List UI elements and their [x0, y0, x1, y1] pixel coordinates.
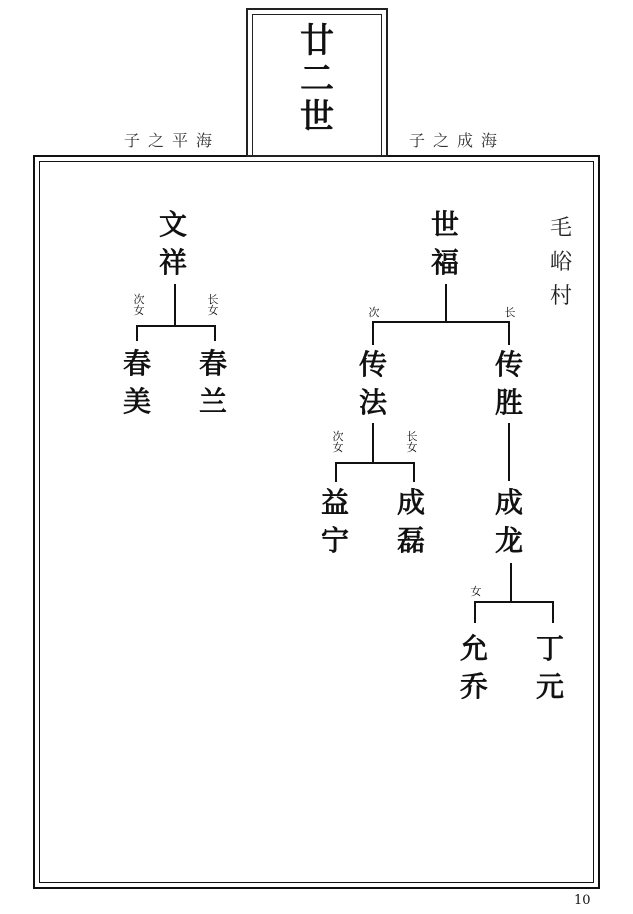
left-caption: 子之平海 [124, 131, 221, 150]
person-chunmei [115, 345, 159, 421]
place-label-char-3: 村 [549, 284, 572, 309]
relation-chunlan-char-1: 长 [207, 293, 219, 306]
person-chuanfa-char-1: 传 [358, 348, 387, 381]
person-chunmei-char-1: 春 [122, 347, 151, 380]
page-number: 10 [574, 893, 591, 908]
person-yunqiao-char-2: 乔 [459, 670, 488, 703]
relation-chunmei-char-2: 女 [133, 304, 145, 317]
relation-yining-char-2: 女 [332, 441, 344, 454]
generation-title [248, 22, 386, 136]
generation-title-char-1: 廿 [300, 21, 334, 61]
connector-yining [335, 462, 337, 482]
relation-yining-char-1: 次 [332, 430, 344, 443]
connector-chunlan [214, 325, 216, 341]
person-wenxiang [151, 206, 195, 282]
person-yunqiao [452, 630, 496, 706]
relation-chunmei-char-1: 次 [133, 293, 145, 306]
generation-title-char-2: 二 [300, 59, 334, 99]
relation-chunlan [206, 294, 220, 316]
person-chenglei-char-1: 成 [396, 486, 425, 519]
connector-chuanfa-down [372, 423, 374, 463]
connector-yunqiao [474, 601, 476, 623]
person-dingyuan-char-1: 丁 [535, 632, 564, 665]
person-yunqiao-char-1: 允 [459, 632, 488, 665]
person-chunlan [191, 345, 235, 421]
connector-wenxiang-bar [136, 325, 216, 327]
person-shifu-char-1: 世 [430, 208, 459, 241]
relation-yining [331, 431, 345, 453]
person-chunmei-char-2: 美 [122, 385, 151, 418]
relation-chunmei [132, 294, 146, 316]
place-label [548, 212, 574, 314]
relation-yunqiao [469, 586, 483, 597]
generation-tab [246, 8, 388, 157]
person-chenglong [487, 484, 531, 560]
person-shifu [423, 206, 467, 282]
person-chuanfa-char-2: 法 [358, 386, 387, 419]
person-dingyuan-char-2: 元 [535, 670, 564, 703]
relation-chuanfa-char: 次 [368, 306, 380, 319]
relation-chenglei-char-1: 长 [406, 430, 418, 443]
relation-chenglei [405, 431, 419, 453]
connector-wenxiang-down [174, 284, 176, 326]
connector-chunmei [136, 325, 138, 341]
relation-chuansheng [503, 307, 517, 318]
person-chenglong-char-2: 龙 [494, 524, 523, 557]
person-chunlan-char-2: 兰 [198, 385, 227, 418]
person-chenglei-char-2: 磊 [396, 524, 425, 557]
connector-chuanfa-bar [335, 462, 415, 464]
relation-chuansheng-char: 长 [504, 306, 516, 319]
person-chuanfa [351, 346, 395, 422]
person-wenxiang-char-2: 祥 [158, 246, 187, 279]
person-chuansheng [487, 346, 531, 422]
connector-chenglei [413, 462, 415, 482]
relation-chuanfa [367, 307, 381, 318]
connector-dingyuan [552, 601, 554, 623]
connector-chenglong-bar [474, 601, 554, 603]
person-yining [313, 484, 357, 560]
person-yining-char-1: 益 [320, 486, 349, 519]
right-caption: 子之成海 [409, 131, 506, 150]
person-chenglei [389, 484, 433, 560]
place-label-char-2: 峪 [549, 250, 572, 275]
person-chuansheng-char-1: 传 [494, 348, 523, 381]
relation-chenglei-char-2: 女 [406, 441, 418, 454]
person-chunlan-char-1: 春 [198, 347, 227, 380]
relation-chunlan-char-2: 女 [207, 304, 219, 317]
person-chuansheng-char-2: 胜 [494, 386, 523, 419]
connector-chenglong-down [510, 563, 512, 603]
generation-title-char-3: 世 [300, 97, 334, 137]
connector-chuanfa [372, 321, 374, 345]
person-chenglong-char-1: 成 [494, 486, 523, 519]
person-dingyuan [528, 630, 572, 706]
person-wenxiang-char-1: 文 [158, 208, 187, 241]
person-shifu-char-2: 福 [430, 246, 459, 279]
place-label-char-1: 毛 [549, 216, 572, 241]
relation-yunqiao-char: 女 [470, 585, 482, 598]
person-yining-char-2: 宁 [320, 524, 349, 557]
connector-shifu-down [445, 284, 447, 322]
connector-chuansheng [508, 321, 510, 345]
connector-chuansheng-down [508, 423, 510, 481]
connector-shifu-bar [372, 321, 510, 323]
